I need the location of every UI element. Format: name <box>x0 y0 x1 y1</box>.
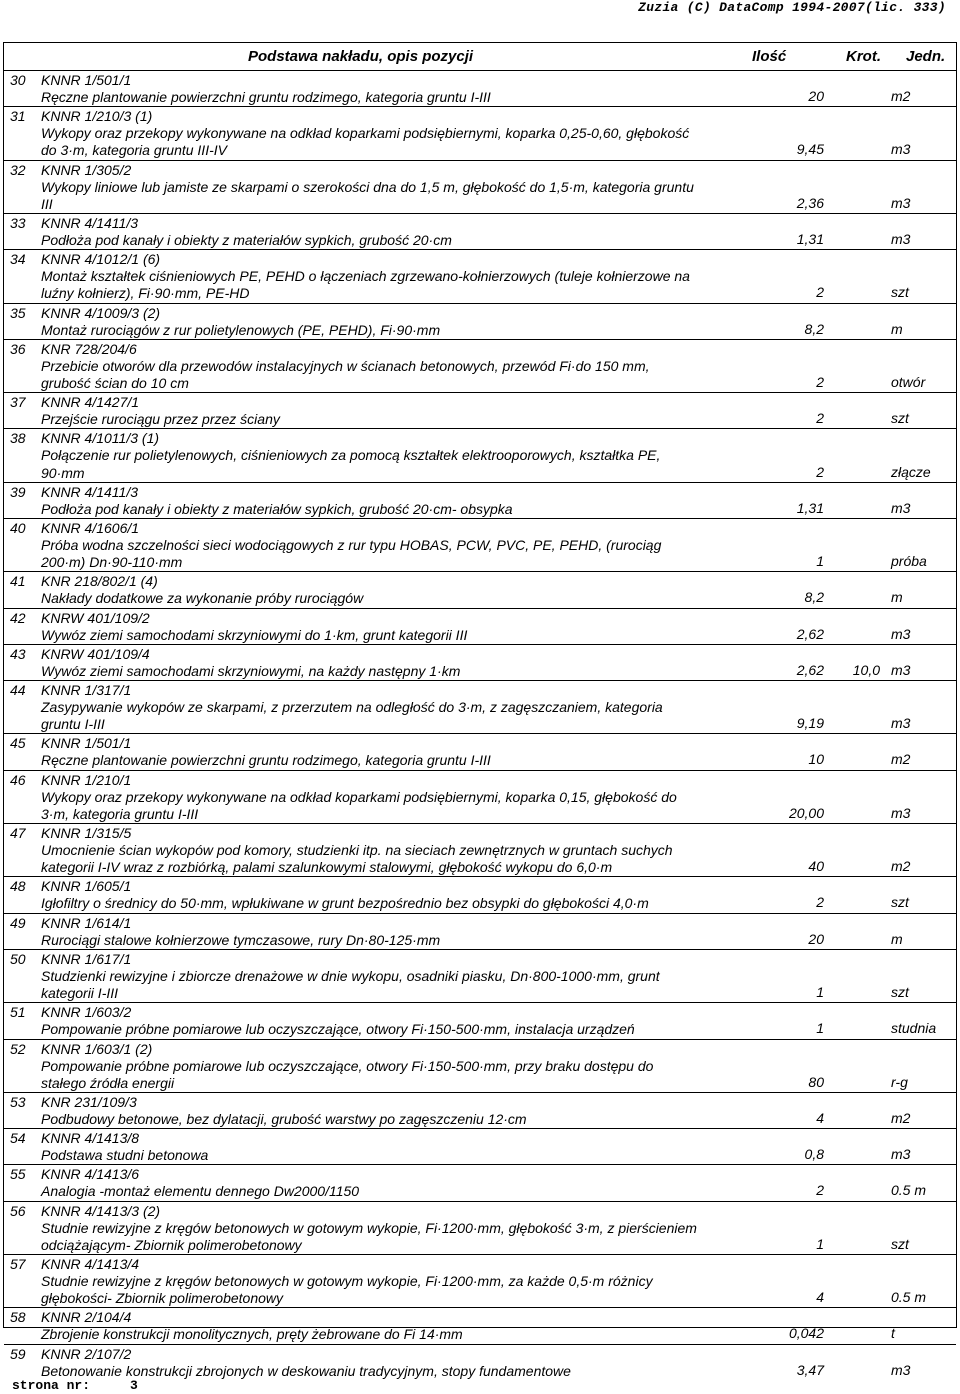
header-quantity: Ilość <box>752 48 787 65</box>
item-quantity: 1 <box>816 984 824 1001</box>
list-item <box>4 823 956 876</box>
item-number: 58 <box>10 1309 26 1326</box>
item-number: 45 <box>10 735 26 752</box>
item-quantity: 2,36 <box>796 194 824 211</box>
item-number: 39 <box>10 483 26 500</box>
item-number: 57 <box>10 1255 26 1272</box>
list-item <box>4 303 956 339</box>
list-item <box>4 680 956 733</box>
item-code: KNNR 1/501/1 <box>41 72 132 88</box>
item-description: Zasypywanie wykopów ze skarpami, z przerzutem na odległość do 3·m, z zagęszczaniem, kategoria gruntu I-III <box>41 699 663 733</box>
item-description: Wykopy oraz przekopy wykonywane na odkład koparkami podsiębiernymi, koparka 0,25-0,60, głębokość do 3·m, kategoria gruntu III-IV <box>41 125 690 159</box>
item-unit: szt <box>891 894 909 911</box>
item-unit: m3 <box>891 625 911 642</box>
item-description: Igłofiltry o średnicy do 50·mm, wpłukiwane w grunt bezpośrednio bez obsypki do głębokości 4,0·m <box>41 895 649 912</box>
item-unit: m2 <box>891 88 911 104</box>
item-description: Studnie rewizyjne z kręgów betonowych w gotowym wykopie, Fi·1200·mm, głębokość 3·m, z pierścieniem odciążającym- Zbiornik polimerobetonowy <box>41 1219 697 1253</box>
item-code: KNNR 2/107/2 <box>41 1345 132 1362</box>
item-quantity: 3,47 <box>796 1361 824 1378</box>
page-number: 3 <box>130 1378 138 1393</box>
item-unit: m <box>891 589 903 606</box>
item-unit: m3 <box>891 231 911 248</box>
item-description: Ręczne plantowanie powierzchni gruntu rodzimego, kategoria gruntu I-III <box>41 752 491 769</box>
item-description: Połączenie rur polietylenowych, ciśnieniowych za pomocą kształtek elektrooporowych, kształtka PE, 90·mm <box>41 447 661 481</box>
item-code: KNNR 4/1413/6 <box>41 1166 140 1183</box>
item-description: Podbudowy betonowe, bez dylatacji, grubość warstwy po zagęszczeniu 12·cm <box>41 1110 527 1127</box>
item-number: 38 <box>10 430 26 447</box>
list-item <box>4 1164 956 1200</box>
item-description: Próba wodna szczelności sieci wodociągowych z rur typu HOBAS, PCW, PVC, PE, PEHD, (rurociąg 200·m) Dn·90-110·mm <box>41 537 662 571</box>
list-item <box>4 1201 956 1254</box>
list-item <box>4 160 956 213</box>
item-quantity: 2 <box>816 463 824 480</box>
item-number: 46 <box>10 771 26 788</box>
item-unit: m3 <box>891 804 911 821</box>
list-item <box>4 913 956 949</box>
item-code: KNNR 1/315/5 <box>41 825 132 842</box>
item-quantity: 8,2 <box>804 589 824 606</box>
item-description: Zbrojenie konstrukcji monolitycznych, pręty żebrowane do Fi 14·mm <box>41 1326 463 1343</box>
item-description: Wywóz ziemi samochodami skrzyniowymi, na każdy następny 1·km <box>41 662 461 679</box>
table-header <box>4 43 956 70</box>
item-description: Montaż rurociągów z rur polietylenowych (PE, PEHD), Fi·90·mm <box>41 321 441 338</box>
item-code: KNNR 1/210/1 <box>41 771 132 788</box>
list-item <box>4 1092 956 1128</box>
item-unit: r-g <box>891 1073 908 1090</box>
item-unit: szt <box>891 1235 909 1252</box>
page-footer <box>12 1378 138 1393</box>
item-code: KNNR 4/1427/1 <box>41 394 140 411</box>
item-quantity: 2 <box>816 374 824 391</box>
item-description: Podstawa studni betonowa <box>41 1147 209 1164</box>
item-description: Pompowanie próbne pomiarowe lub oczyszczające, otwory Fi·150-500·mm, instalacja urządzeń <box>41 1021 635 1038</box>
header-multiplier: Krot. <box>846 48 881 65</box>
list-item <box>4 1254 956 1307</box>
item-unit: złącze <box>891 463 931 480</box>
item-quantity: 8,2 <box>804 320 824 337</box>
item-code: KNNR 2/104/4 <box>41 1309 132 1326</box>
item-number: 35 <box>10 304 26 321</box>
item-unit: 0.5 m <box>891 1289 927 1306</box>
item-number: 59 <box>10 1345 26 1362</box>
item-number: 51 <box>10 1004 26 1021</box>
list-item <box>4 876 956 912</box>
item-quantity: 1 <box>816 553 824 570</box>
item-unit: t <box>891 1325 895 1342</box>
item-code: KNNR 4/1606/1 <box>41 520 140 537</box>
item-unit: m2 <box>891 858 911 875</box>
item-unit: m3 <box>891 499 911 516</box>
item-quantity: 1 <box>816 1235 824 1252</box>
item-number: 56 <box>10 1202 26 1219</box>
list-item <box>4 482 956 518</box>
item-quantity: 4 <box>816 1289 824 1306</box>
item-code: KNNR 1/605/1 <box>41 878 132 895</box>
item-code: KNNR 4/1411/3 <box>41 215 139 232</box>
item-code: KNNR 1/603/2 <box>41 1004 132 1021</box>
item-quantity: 80 <box>808 1073 824 1090</box>
list-item <box>4 518 956 571</box>
item-quantity: 20 <box>808 88 824 104</box>
license-banner: Zuzia (C) DataComp 1994-2007(lic. 333) <box>638 0 946 15</box>
item-code: KNRW 401/109/2 <box>41 609 150 626</box>
item-description: Przejście rurociągu przez przez ściany <box>41 411 280 428</box>
item-number: 53 <box>10 1093 26 1110</box>
list-item <box>4 392 956 428</box>
item-unit: szt <box>891 984 909 1001</box>
item-quantity: 2 <box>816 410 824 427</box>
item-quantity: 2 <box>816 284 824 301</box>
item-code: KNR 728/204/6 <box>41 340 137 357</box>
item-unit: m3 <box>891 661 911 678</box>
item-number: 50 <box>10 950 26 967</box>
item-quantity: 2,62 <box>796 661 824 678</box>
item-number: 48 <box>10 878 26 895</box>
item-quantity: 20 <box>808 930 824 947</box>
item-quantity: 40 <box>808 858 824 875</box>
item-description: Umocnienie ścian wykopów pod komory, studzienki itp. na sieciach zewnętrznych w gruntach suchych kategorii I-IV wraz z rozbiórką, palami szalunkowymi stalowymi, głębokość wykopu do 6,0·m <box>41 842 673 876</box>
item-description: Wykopy liniowe lub jamiste ze skarpami o szerokości dna do 1,5 m, głębokość do 1,5·m, kategoria gruntu III <box>41 178 694 212</box>
item-unit: m2 <box>891 1109 911 1126</box>
item-description: Pompowanie próbne pomiarowe lub oczyszczające, otwory Fi·150-500·mm, przy braku dostępu do stałego źródła energii <box>41 1057 654 1091</box>
item-code: KNR 218/802/1 (4) <box>41 573 158 590</box>
item-quantity: 1,31 <box>796 499 824 516</box>
page-label: strona nr: <box>12 1378 91 1393</box>
item-number: 44 <box>10 682 26 699</box>
item-quantity: 0,042 <box>788 1325 824 1342</box>
list-item <box>4 770 956 823</box>
item-code: KNNR 1/210/3 (1) <box>41 108 153 125</box>
list-item <box>4 644 956 680</box>
item-unit: m3 <box>891 1361 911 1378</box>
item-code: KNNR 1/317/1 <box>41 682 132 699</box>
item-description: Studnie rewizyjne z kręgów betonowych w gotowym wykopie, Fi·1200·mm, za każde 0,5·m różnicy głębokości- Zbiornik polimerobetonowy <box>41 1272 653 1307</box>
item-code: KNRW 401/109/4 <box>41 645 150 662</box>
item-unit: m2 <box>891 751 911 768</box>
list-item <box>4 339 956 392</box>
list-item <box>4 571 956 607</box>
item-description: Podłoża pod kanały i obiekty z materiałów sypkich, grubość 20·cm <box>41 232 452 249</box>
list-item <box>4 949 956 1002</box>
list-item <box>4 249 956 302</box>
item-description: Wywóz ziemi samochodami skrzyniowymi do 1·km, grunt kategorii III <box>41 626 468 643</box>
item-code: KNNR 4/1411/3 <box>41 483 139 500</box>
item-unit: m <box>891 930 903 947</box>
item-quantity: 9,19 <box>796 715 824 732</box>
item-unit: 0.5 m <box>891 1182 927 1199</box>
item-description: Betonowanie konstrukcji zbrojonych w deskowaniu tradycyjnym, stopy fundamentowe <box>41 1362 571 1379</box>
item-number: 52 <box>10 1040 26 1057</box>
item-number: 55 <box>10 1166 26 1183</box>
item-code: KNR 231/109/3 <box>41 1093 137 1110</box>
item-code: KNNR 1/305/2 <box>41 161 132 178</box>
item-number: 31 <box>10 108 26 125</box>
item-number: 42 <box>10 609 26 626</box>
item-unit: m3 <box>891 715 911 732</box>
list-item <box>4 1039 956 1092</box>
item-unit: szt <box>891 410 909 427</box>
item-code: KNNR 4/1012/1 (6) <box>41 251 161 268</box>
list-item <box>4 106 956 159</box>
header-description: Podstawa nakładu, opis pozycji <box>248 48 474 65</box>
list-item <box>4 1307 956 1343</box>
item-description: Wykopy oraz przekopy wykonywane na odkład koparkami podsiębiernymi, koparka 0,15, głębokość do 3·m, kategoria gruntu I-III <box>41 788 677 822</box>
item-number: 33 <box>10 215 26 232</box>
list-item <box>4 213 956 249</box>
item-unit: otwór <box>891 374 926 391</box>
item-description: Podłoża pod kanały i obiekty z materiałów sypkich, grubość 20·cm- obsypka <box>41 500 513 517</box>
item-description: Analogia -montaż elementu dennego Dw2000/1150 <box>41 1183 360 1200</box>
item-code: KNNR 4/1011/3 (1) <box>41 430 160 447</box>
item-description: Nakłady dodatkowe za wykonanie próby rurociągów <box>41 590 364 607</box>
item-number: 30 <box>10 72 26 88</box>
item-quantity: 4 <box>816 1109 824 1126</box>
item-unit: studnia <box>891 1020 937 1037</box>
item-quantity: 0,8 <box>804 1146 824 1163</box>
list-item <box>4 428 956 481</box>
item-number: 49 <box>10 914 26 931</box>
item-quantity: 2,62 <box>796 625 824 642</box>
item-code: KNNR 1/501/1 <box>41 735 132 752</box>
item-unit: m3 <box>891 141 911 158</box>
item-quantity: 2 <box>816 1182 824 1199</box>
item-description: Ręczne plantowanie powierzchni gruntu rodzimego, kategoria gruntu I-III <box>41 89 491 105</box>
item-number: 37 <box>10 394 26 411</box>
item-multiplier: 10,0 <box>852 661 880 678</box>
item-code: KNNR 4/1413/8 <box>41 1130 140 1147</box>
item-number: 41 <box>10 573 26 590</box>
item-code: KNNR 1/614/1 <box>41 914 132 931</box>
item-description: Przebicie otworów dla przewodów instalacyjnych w ścianach betonowych, przewód Fi·do 150 mm, grubość ścian do 10 cm <box>41 357 650 392</box>
list-item <box>4 1002 956 1038</box>
item-description: Montaż kształtek ciśnieniowych PE, PEHD o łączeniach zgrzewano-kołnierzowych (tuleje kołnierzowe na luźny kołnierz), Fi·90·mm, PE-HD <box>41 268 690 302</box>
item-code: KNNR 1/617/1 <box>41 950 132 967</box>
list-item <box>4 1128 956 1164</box>
item-number: 40 <box>10 520 26 537</box>
item-quantity: 1,31 <box>796 231 824 248</box>
cost-estimate-table <box>3 42 957 1379</box>
item-number: 32 <box>10 161 26 178</box>
list-item <box>4 1344 956 1380</box>
item-quantity: 9,45 <box>796 141 824 158</box>
item-code: KNNR 4/1413/4 <box>41 1255 140 1272</box>
item-number: 54 <box>10 1130 26 1147</box>
item-number: 34 <box>10 251 26 268</box>
list-item <box>4 733 956 769</box>
item-quantity: 1 <box>816 1020 824 1037</box>
item-description: Rurociągi stalowe kołnierzowe tymczasowe, rury Dn·80-125·mm <box>41 931 441 948</box>
item-unit: próba <box>891 553 927 570</box>
item-code: KNNR 1/603/1 (2) <box>41 1040 153 1057</box>
item-code: KNNR 4/1009/3 (2) <box>41 304 161 321</box>
items-list <box>4 70 956 1380</box>
item-unit: m3 <box>891 194 911 211</box>
item-description: Studzienki rewizyjne i zbiorcze drenażowe w dnie wykopu, osadniki piasku, Dn·800-1000·mm, grunt kategorii I-III <box>41 967 660 1002</box>
item-unit: m3 <box>891 1146 911 1163</box>
item-number: 43 <box>10 645 26 662</box>
item-number: 36 <box>10 340 26 357</box>
item-quantity: 2 <box>816 894 824 911</box>
header-unit: Jedn. <box>906 48 946 65</box>
list-item <box>4 608 956 644</box>
item-unit: m <box>891 320 903 337</box>
item-quantity: 10 <box>808 751 824 768</box>
item-number: 47 <box>10 825 26 842</box>
item-quantity: 20,00 <box>788 804 824 821</box>
list-item <box>4 70 956 106</box>
item-unit: szt <box>891 284 909 301</box>
item-code: KNNR 4/1413/3 (2) <box>41 1202 161 1219</box>
